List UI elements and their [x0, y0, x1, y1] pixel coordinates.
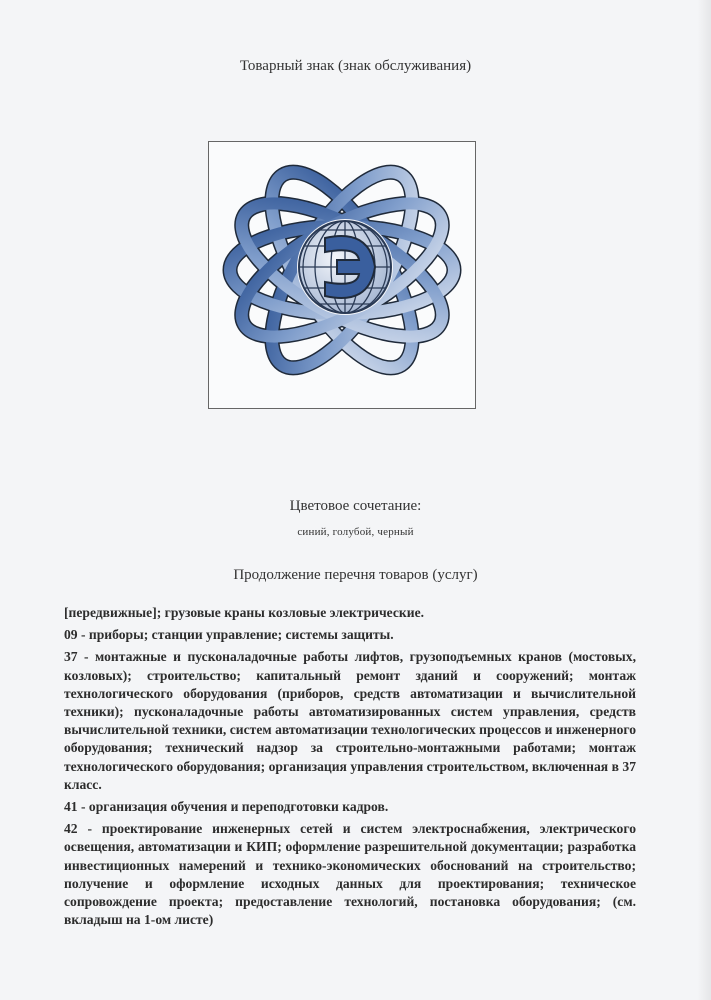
goods-paragraph: 37 - монтажные и пусконаладочные работы лифтов, грузоподъемных кранов (мостовых, козловых); строительство; капитальный ремонт зданий и сооружений; монтаж технологического оборудования (приборов, средств автоматизации и вычислительной техники); пусконаладочные работы автоматизированных систем управления, средств вычислительной техники, систем автоматизации технологических процессов и инженерного оборудования; технический надзор за строительно-монтажными работами; монтаж технологического оборудования; организация управления строительством, включенная в 37 класс.: [64, 649, 636, 792]
goods-paragraph: 42 - проектирование инженерных сетей и систем электроснабжения, электрического освещения, автоматизации и КИП; оформление разрешительной документации; разработка инвестиционных намерений и технико-экономических обоснований на строительство; получение и оформление исходных данных для проектирования; техническое сопровождение проекта; предоставление технологий, постановка оборудования; (см. вкладыш на 1-ом листе): [64, 821, 636, 928]
color-combination-value: синий, голубой, черный: [297, 526, 414, 538]
goods-paragraph: 09 - приборы; станции управление; системы защиты.: [64, 627, 394, 643]
goods-paragraph: 41 - организация обучения и переподготовки кадров.: [64, 799, 389, 815]
goods-paragraph: [передвижные]; грузовые краны козловые электрические.: [64, 605, 424, 620]
globe-orbits-logo-icon: [209, 142, 475, 408]
goods-list-heading: Продолжение перечня товаров (услуг): [233, 567, 478, 583]
goods-services-list: [64, 604, 636, 933]
color-combination-label: Цветовое сочетание:: [289, 498, 422, 514]
trademark-frame: [208, 141, 476, 409]
document-title: Товарный знак (знак обслуживания): [239, 58, 472, 74]
